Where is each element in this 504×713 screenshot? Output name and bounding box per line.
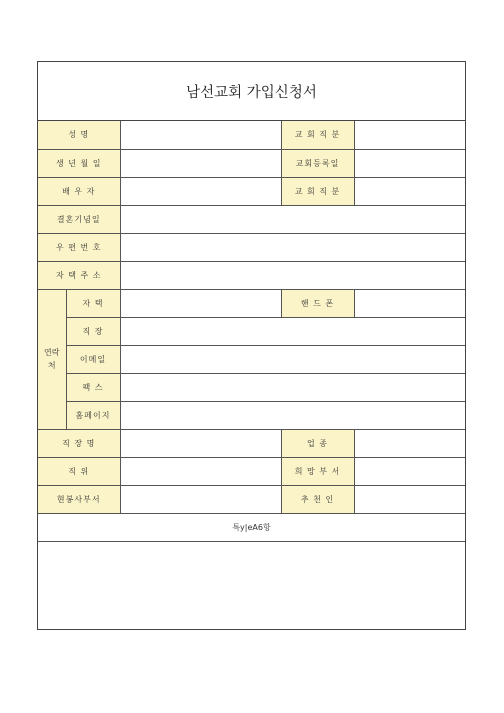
row-address xyxy=(38,261,465,289)
job-title-label: 직 위 xyxy=(38,457,120,485)
row-homepage xyxy=(38,401,465,429)
fax-label: 팩 스 xyxy=(66,373,120,401)
row-company xyxy=(38,429,465,457)
row-notes-header xyxy=(38,513,465,541)
fax-field[interactable] xyxy=(120,373,465,401)
company-field[interactable] xyxy=(120,429,281,457)
name-field[interactable] xyxy=(120,121,281,149)
application-form xyxy=(37,61,466,630)
email-label: 이메일 xyxy=(66,345,120,373)
homepage-label: 홈페이지 xyxy=(66,401,120,429)
desired-dept-label: 희 망 부 서 xyxy=(281,457,354,485)
industry-field[interactable] xyxy=(354,429,465,457)
row-spouse xyxy=(38,177,465,205)
church-register-field[interactable] xyxy=(354,149,465,177)
address-label: 자 택 주 소 xyxy=(38,261,120,289)
postal-field[interactable] xyxy=(120,233,465,261)
contact-group-label xyxy=(38,289,66,429)
contact-group-label-line1: 연락 xyxy=(44,348,60,357)
row-email xyxy=(38,345,465,373)
current-dept-label: 현봉사부서 xyxy=(38,485,120,513)
row-postal xyxy=(38,233,465,261)
home-phone-field[interactable] xyxy=(120,289,281,317)
company-label: 직 장 명 xyxy=(38,429,120,457)
industry-label: 업 종 xyxy=(281,429,354,457)
spouse-label: 배 우 자 xyxy=(38,177,120,205)
row-wedding xyxy=(38,205,465,233)
mobile-label: 핸 드 폰 xyxy=(281,289,354,317)
birth-field[interactable] xyxy=(120,149,281,177)
birth-label: 생 년 월 일 xyxy=(38,149,120,177)
church-position-field[interactable] xyxy=(354,121,465,149)
recommender-label: 추 천 인 xyxy=(281,485,354,513)
form-table xyxy=(38,121,465,629)
notes-field[interactable] xyxy=(38,541,465,629)
homepage-field[interactable] xyxy=(120,401,465,429)
contact-group-label-line2: 처 xyxy=(47,361,56,370)
spouse-position-label: 교 회 직 분 xyxy=(281,177,354,205)
row-name xyxy=(38,121,465,149)
row-current-dept xyxy=(38,485,465,513)
row-notes-body xyxy=(38,541,465,629)
row-work-phone xyxy=(38,317,465,345)
postal-label: 우 편 번 호 xyxy=(38,233,120,261)
mobile-field[interactable] xyxy=(354,289,465,317)
form-title: 남선교회 가입신청서 xyxy=(38,62,465,121)
church-position-label: 교 회 직 분 xyxy=(281,121,354,149)
recommender-field[interactable] xyxy=(354,485,465,513)
name-label: 성 명 xyxy=(38,121,120,149)
notes-label: 특y|eA6항 xyxy=(38,513,465,541)
email-field[interactable] xyxy=(120,345,465,373)
spouse-field[interactable] xyxy=(120,177,281,205)
desired-dept-field[interactable] xyxy=(354,457,465,485)
church-register-label: 교회등록일 xyxy=(281,149,354,177)
wedding-field[interactable] xyxy=(120,205,465,233)
address-field[interactable] xyxy=(120,261,465,289)
spouse-position-field[interactable] xyxy=(354,177,465,205)
work-phone-label: 직 장 xyxy=(66,317,120,345)
job-title-field[interactable] xyxy=(120,457,281,485)
wedding-label: 결혼기념일 xyxy=(38,205,120,233)
row-home-phone xyxy=(38,289,465,317)
row-birth xyxy=(38,149,465,177)
current-dept-field[interactable] xyxy=(120,485,281,513)
row-fax xyxy=(38,373,465,401)
work-phone-field[interactable] xyxy=(120,317,465,345)
home-phone-label: 자 택 xyxy=(66,289,120,317)
row-job-title xyxy=(38,457,465,485)
